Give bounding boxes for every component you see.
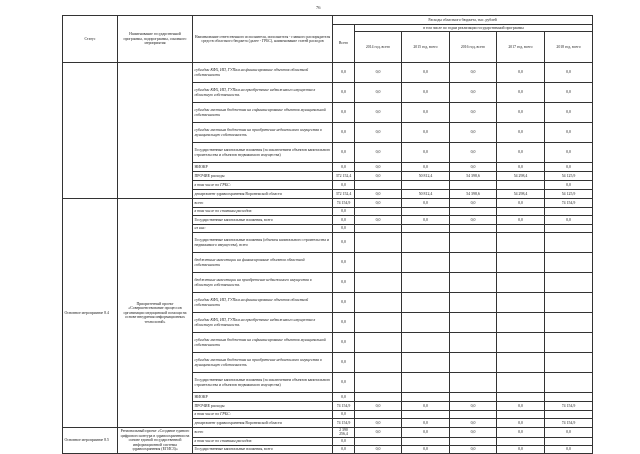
year-value-cell: [497, 273, 545, 293]
year-value-cell: [450, 353, 497, 373]
year-value-cell: [355, 333, 402, 353]
year-value-cell: 0,0: [355, 123, 402, 143]
year-value-cell: [450, 273, 497, 293]
header-implementation-group: в том числе по годам реализации государственной программы: [355, 25, 593, 32]
year-value-cell: 0,0: [450, 123, 497, 143]
year-value-cell: [545, 353, 593, 373]
year-value-cell: 0,0: [355, 143, 402, 163]
year-value-cell: 0,0: [497, 428, 545, 438]
year-value-cell: 0,0: [402, 445, 450, 453]
responsible-cell: субсидии местным бюджетам на софинансирование объектов муниципальной собственности: [193, 103, 333, 123]
responsible-cell: субсидии КФХ, ИП, ГУПам на приобретение недвижимого имущества в областную собственность: [193, 83, 333, 103]
year-value-cell: [402, 273, 450, 293]
responsible-cell: субсидии местным бюджетам на приобретение недвижимого имущества в муниципальную собственность: [193, 123, 333, 143]
year-value-cell: 54 398,6: [450, 172, 497, 181]
responsible-cell: субсидии КФХ, ИП, ГУПам на приобретение недвижимого имущества в областную собственность: [193, 313, 333, 333]
year-value-cell: 0,0: [450, 199, 497, 208]
year-value-cell: 0,0: [450, 63, 497, 83]
total-cell: 0,0: [333, 216, 355, 225]
year-value-cell: [497, 411, 545, 419]
year-value-cell: [402, 353, 450, 373]
year-value-cell: [450, 233, 497, 253]
year-value-cell: [355, 253, 402, 273]
year-value-cell: [545, 293, 593, 313]
year-value-cell: 50 812,4: [402, 190, 450, 199]
year-value-cell: 0,0: [402, 103, 450, 123]
responsible-cell: Государственные капитальные вложения, всего: [193, 216, 333, 225]
responsible-cell: всего: [193, 428, 333, 438]
year-value-cell: 0,0: [402, 402, 450, 411]
responsible-cell: НИОКР: [193, 393, 333, 402]
year-value-cell: [450, 293, 497, 313]
responsible-cell: ПРОЧИЕ расходы: [193, 172, 333, 181]
year-value-cell: [402, 225, 450, 233]
year-value-cell: [450, 393, 497, 402]
year-value-cell: [545, 225, 593, 233]
program-cell: Приоритетный проект «Совершенствование процессов организации медицинской помощи на основе внедрения информационных технологий»: [118, 199, 193, 428]
year-value-cell: 0,0: [545, 143, 593, 163]
responsible-cell: бюджетные инвестиции на приобретение недвижимого имущества в областную собственность: [193, 273, 333, 293]
responsible-cell: субсидии КФХ, ИП, ГУПам на финансирование объектов областной собственности: [193, 293, 333, 313]
total-cell: 0,0: [333, 437, 355, 445]
responsible-cell: бюджетные инвестиции на финансирование объектов областной собственности: [193, 253, 333, 273]
year-value-cell: 0,0: [497, 419, 545, 428]
year-value-cell: [402, 437, 450, 445]
year-value-cell: 54 298,4: [497, 190, 545, 199]
year-value-cell: [355, 373, 402, 393]
year-value-cell: [497, 437, 545, 445]
responsible-cell: всего: [193, 199, 333, 208]
year-value-cell: [450, 313, 497, 333]
year-value-cell: 0,0: [355, 172, 402, 181]
year-value-cell: 0,0: [497, 163, 545, 172]
year-value-cell: [450, 225, 497, 233]
year-value-cell: 0,0: [545, 123, 593, 143]
year-value-cell: [497, 253, 545, 273]
year-value-cell: [450, 437, 497, 445]
year-value-cell: [450, 333, 497, 353]
year-value-cell: [355, 225, 402, 233]
total-cell: 0,0: [333, 123, 355, 143]
responsible-cell: НИОКР: [193, 163, 333, 172]
year-value-cell: [402, 293, 450, 313]
year-value-cell: [355, 393, 402, 402]
year-value-cell: 0,0: [355, 445, 402, 453]
total-cell: 0,0: [333, 445, 355, 453]
year-value-cell: [545, 253, 593, 273]
year-value-cell: [497, 233, 545, 253]
year-value-cell: 0,0: [402, 199, 450, 208]
year-value-cell: 0,0: [355, 428, 402, 438]
total-cell: 0,0: [333, 393, 355, 402]
total-cell: 0,0: [333, 411, 355, 419]
total-cell: 0,0: [333, 181, 355, 190]
responsible-cell: субсидии КФХ, ИП, ГУПам на финансирование объектов областной собственности: [193, 63, 333, 83]
total-cell: 0,0: [333, 353, 355, 373]
year-value-cell: [402, 233, 450, 253]
year-value-cell: 0,0: [545, 103, 593, 123]
header-responsible: Наименование ответственного исполнителя, исполнителя - главного распорядителя средств областного бюджета (далее - ГРБС), наименование статей расходов: [193, 16, 333, 63]
year-value-cell: 0,0: [402, 63, 450, 83]
header-year: 2017 год, всего: [497, 32, 545, 63]
year-value-cell: [402, 333, 450, 353]
year-value-cell: 0,0: [355, 199, 402, 208]
year-value-cell: 54 298,4: [497, 172, 545, 181]
program-cell: Региональный проект «Создание единого цифрового контура в здравоохранении на основе единой государственной информационной системы здравоохранения (ЕГИСЗ)»: [118, 428, 193, 454]
year-value-cell: 0,0: [450, 103, 497, 123]
year-value-cell: 0,0: [497, 199, 545, 208]
total-cell: 0,0: [333, 225, 355, 233]
year-value-cell: 0,0: [497, 402, 545, 411]
total-cell: 0,0: [333, 233, 355, 253]
year-value-cell: [355, 411, 402, 419]
year-value-cell: [450, 411, 497, 419]
year-value-cell: [355, 273, 402, 293]
total-cell: 0,0: [333, 143, 355, 163]
total-cell: 0,0: [333, 253, 355, 273]
responsible-cell: из них:: [193, 225, 333, 233]
year-value-cell: 0,0: [450, 143, 497, 163]
year-value-cell: [355, 181, 402, 190]
status-cell: Основное мероприятие 8.4: [63, 199, 118, 428]
year-value-cell: [450, 253, 497, 273]
year-value-cell: 0,0: [450, 428, 497, 438]
year-value-cell: [355, 293, 402, 313]
year-value-cell: 0,0: [497, 216, 545, 225]
year-value-cell: 50 812,4: [402, 172, 450, 181]
year-value-cell: [545, 393, 593, 402]
year-value-cell: [402, 181, 450, 190]
table-row: [63, 428, 593, 438]
year-value-cell: 0,0: [402, 419, 450, 428]
year-value-cell: 0,0: [450, 402, 497, 411]
total-cell: 0,0: [333, 293, 355, 313]
responsible-cell: в том числе по ГРБС:: [193, 411, 333, 419]
year-value-cell: [545, 233, 593, 253]
year-value-cell: [497, 293, 545, 313]
responsible-cell: департамент здравоохранения Воронежской области: [193, 419, 333, 428]
header-year: 2016 год, всего: [450, 32, 497, 63]
year-value-cell: [545, 273, 593, 293]
responsible-cell: субсидии местным бюджетам на приобретение недвижимого имущества в муниципальную собственность: [193, 353, 333, 373]
year-value-cell: [402, 373, 450, 393]
header-status: Статус: [63, 16, 118, 63]
year-value-cell: 0,0: [450, 419, 497, 428]
total-cell: 74 154,9: [333, 402, 355, 411]
year-value-cell: 0,0: [545, 216, 593, 225]
year-value-cell: 0,0: [402, 216, 450, 225]
year-value-cell: 0,0: [545, 83, 593, 103]
year-value-cell: 0,0: [545, 428, 593, 438]
year-value-cell: 0,0: [497, 103, 545, 123]
year-value-cell: [497, 208, 545, 216]
year-value-cell: [497, 393, 545, 402]
responsible-cell: в том числе по ГРБС:: [193, 181, 333, 190]
year-value-cell: [355, 208, 402, 216]
table-row: [63, 199, 593, 208]
year-value-cell: [497, 333, 545, 353]
year-value-cell: 0,0: [402, 163, 450, 172]
year-value-cell: [355, 437, 402, 445]
year-value-cell: [402, 411, 450, 419]
year-value-cell: [355, 313, 402, 333]
year-value-cell: 0,0: [355, 83, 402, 103]
total-cell: 0,0: [333, 83, 355, 103]
header-year: 2014 год, всего: [355, 32, 402, 63]
year-value-cell: 0,0: [545, 445, 593, 453]
year-value-cell: 0,0: [545, 163, 593, 172]
year-value-cell: [355, 233, 402, 253]
year-value-cell: 0,0: [355, 63, 402, 83]
year-value-cell: 0,0: [497, 83, 545, 103]
year-value-cell: 0,0: [545, 181, 593, 190]
responsible-cell: субсидии местным бюджетам на софинансирование объектов муниципальной собственности: [193, 333, 333, 353]
total-cell: 0,0: [333, 103, 355, 123]
year-value-cell: 0,0: [545, 63, 593, 83]
year-value-cell: 0,0: [355, 419, 402, 428]
header-total: Всего: [333, 25, 355, 63]
year-value-cell: 0,0: [355, 216, 402, 225]
year-value-cell: [497, 181, 545, 190]
year-value-cell: [450, 208, 497, 216]
total-cell: 2 390 256,4: [333, 428, 355, 438]
responsible-cell: в том числе по статьям расходов:: [193, 437, 333, 445]
year-value-cell: 0,0: [355, 163, 402, 172]
total-cell: 0,0: [333, 63, 355, 83]
year-value-cell: 0,0: [355, 190, 402, 199]
total-cell: 0,0: [333, 333, 355, 353]
year-value-cell: 74 154,9: [545, 419, 593, 428]
responsible-cell: Государственные капитальные вложения (объекты капитального строительства и недвижимого имущества), всего: [193, 233, 333, 253]
year-value-cell: [402, 313, 450, 333]
year-value-cell: 54 398,6: [450, 190, 497, 199]
year-value-cell: 0,0: [497, 63, 545, 83]
year-value-cell: [497, 373, 545, 393]
year-value-cell: 0,0: [355, 402, 402, 411]
responsible-cell: департамент здравоохранения Воронежской области: [193, 190, 333, 199]
year-value-cell: 0,0: [497, 143, 545, 163]
responsible-cell: Государственные капитальные вложения (за исключением объектов капитального строительства и объектов недвижимого имущества): [193, 373, 333, 393]
year-value-cell: 0,0: [450, 445, 497, 453]
table-row: [63, 63, 593, 83]
year-value-cell: [545, 411, 593, 419]
year-value-cell: [450, 373, 497, 393]
budget-table: [62, 15, 593, 454]
year-value-cell: 0,0: [402, 123, 450, 143]
page-number: 76: [316, 5, 321, 10]
year-value-cell: [402, 393, 450, 402]
year-value-cell: 74 154,9: [545, 199, 593, 208]
year-value-cell: [545, 333, 593, 353]
year-value-cell: [402, 208, 450, 216]
year-value-cell: 0,0: [450, 163, 497, 172]
status-cell: Основное мероприятие 8.5: [63, 428, 118, 454]
year-value-cell: 54 125,9: [545, 190, 593, 199]
total-cell: 0,0: [333, 208, 355, 216]
status-cell: [63, 63, 118, 199]
year-value-cell: 0,0: [355, 103, 402, 123]
year-value-cell: [545, 373, 593, 393]
year-value-cell: 0,0: [497, 123, 545, 143]
year-value-cell: [450, 181, 497, 190]
total-cell: 0,0: [333, 313, 355, 333]
year-value-cell: [545, 208, 593, 216]
header-program: Наименование государственной программы, подпрограммы, основного мероприятия: [118, 16, 193, 63]
total-cell: 74 154,9: [333, 199, 355, 208]
responsible-cell: в том числе по статьям расходов:: [193, 208, 333, 216]
year-value-cell: [402, 253, 450, 273]
total-cell: 0,0: [333, 163, 355, 172]
responsible-cell: Государственные капитальные вложения (за исключением объектов капитального строительства и объектов недвижимого имущества): [193, 143, 333, 163]
year-value-cell: [497, 313, 545, 333]
year-value-cell: [497, 225, 545, 233]
total-cell: 372 152,4: [333, 172, 355, 181]
year-value-cell: 0,0: [402, 428, 450, 438]
header-year: 2018 год, всего: [545, 32, 593, 63]
year-value-cell: 0,0: [402, 143, 450, 163]
year-value-cell: 0,0: [402, 83, 450, 103]
year-value-cell: [497, 353, 545, 373]
year-value-cell: 0,0: [450, 216, 497, 225]
year-value-cell: 0,0: [450, 83, 497, 103]
total-cell: 372 152,4: [333, 190, 355, 199]
total-cell: 74 154,9: [333, 419, 355, 428]
header-year: 2015 год, всего: [402, 32, 450, 63]
year-value-cell: [545, 437, 593, 445]
responsible-cell: Государственные капитальные вложения, всего: [193, 445, 333, 453]
year-value-cell: [355, 353, 402, 373]
total-cell: 0,0: [333, 373, 355, 393]
total-cell: 0,0: [333, 273, 355, 293]
year-value-cell: 0,0: [497, 445, 545, 453]
year-value-cell: [545, 313, 593, 333]
year-value-cell: 54 125,9: [545, 172, 593, 181]
header-budget-group: Расходы областного бюджета, тыс. рублей: [333, 16, 593, 25]
program-cell: [118, 63, 193, 199]
responsible-cell: ПРОЧИЕ расходы: [193, 402, 333, 411]
year-value-cell: 74 154,9: [545, 402, 593, 411]
